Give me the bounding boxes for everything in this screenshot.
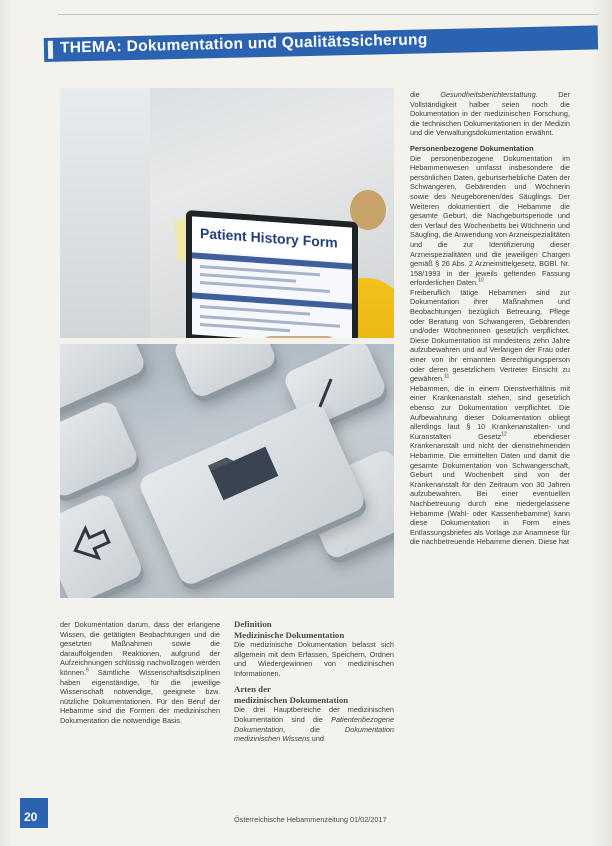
computer-form-photo — [60, 88, 394, 338]
section-heading — [234, 619, 394, 640]
keyboard-folder-photo — [60, 344, 394, 598]
section-heading: Personenbezogene Dokumentation — [410, 143, 534, 153]
banner-accent-bar — [48, 41, 53, 59]
paragraph-text: Hebammen, die in einem Dienstverhältnis mit einer Krankenanstalt stehen, sind gesetzlich ebenso zur Dokumentation verpflichtet. Die Aufbewahrung dieser Dokumentation obliegt allerdings laut § 10 Krankenanstalten- und Kuranstalten Gesetz — [410, 383, 570, 441]
page-number: 20 — [24, 810, 38, 824]
paragraph-text: Freiberuflich tätige Hebammen sind zur Dokumentation ihrer Maßnahmen und Beobachtungen bezüglich Betreuung, Pflege oder Beratung von Schwangeren, Gebärenden und/oder Wöchnerinnen gesetzlich verpflichtet. Diese Dokumentation ist mindestens zehn Jahre aufzubewahren und auf Verlangen der Frau oder einer von ihr ernannten Berechtigungsperson oder deren gesetzlichem Vertreter Einsicht zu gewähren. — [410, 287, 570, 384]
screen-form-title: Patient History Form — [200, 224, 338, 251]
header-rule — [58, 14, 598, 15]
paragraph-text: Die personenbezogene Dokumentation im Hebammenwesen umfasst insbesondere die persönlichen Daten, geburtserhebliche Daten der Schwangeren, Gebärenden und Wöchnerin sowie des Neugeborenen/des Säuglings. Der Weiteren dokumentiert die Hebamme die gesamte Geburt, die Nachgeburtsperiode und den Verlauf des Wochenbetts bei Wöchnerin und Säugling, die Anwendung von Arzneispezialitäten und die zur Identifizierung dieser Arzneispezialitäten und die jeweiligen Chargen gemäß § 26 Abs. 2 Arzneimittelgesetz, BGBl. Nr. 158/1993 in der jeweils geltenden Fassung erforderlichen Daten. — [410, 153, 570, 288]
paragraph — [410, 154, 570, 288]
footnote-ref: 10 — [478, 277, 484, 284]
text-column-left — [60, 620, 220, 726]
monitor-screen — [192, 216, 352, 338]
keyboard-key — [172, 344, 279, 400]
form-row — [200, 323, 290, 332]
paragraph-text: , die — [283, 724, 345, 734]
footnote-ref: 11 — [444, 373, 450, 380]
text-column-right — [410, 90, 570, 547]
heading-line: medizinischen Dokumentation — [234, 694, 349, 705]
paragraph-emphasis: Dokumentation medizinischen Wissens — [234, 724, 394, 744]
paragraph-text: die — [410, 90, 441, 99]
paragraph-text: . Der Vollständigkeit halber seien noch die Dokumentation in der medizinischen Forschung, die technischen Dokumentationen in der Medizin und die Verwaltungsdokumentation erwähnt. — [410, 90, 570, 138]
form-row — [200, 305, 310, 316]
paragraph — [234, 705, 394, 743]
banner-title: THEMA: Dokumentation und Qualitätssicherung — [59, 31, 428, 57]
paragraph-emphasis: Patientenbezogene Dokumentation — [234, 714, 394, 734]
monitor — [186, 210, 358, 338]
heading-line: Medizinische Dokumentation — [234, 629, 345, 640]
paragraph-text: und — [309, 734, 324, 744]
heading-line: Arten der — [234, 684, 271, 695]
journal-footer: Österreichische Hebammenzeitung 01/02/2017 — [234, 815, 387, 824]
paragraph-text: Die drei Hauptbereiche der medizinischen Dokumentation sind die — [234, 705, 394, 724]
paragraph-emphasis: Gesundheitsberichterstattung — [440, 90, 536, 99]
footnote-ref: 12 — [501, 431, 507, 438]
heading-line: Definition — [234, 619, 272, 629]
paragraph-text: der Dokumentation darum, dass der erlangene Wissen, die getätigten Beobachtungen und die gesetzten Maßnahmen sowie die darauffolgenden Reaktionen, aufgrund der Aufzeichnungen schlüssig nachvollzogen werden können. — [60, 620, 220, 677]
paragraph — [410, 288, 570, 384]
keyboard-key — [60, 399, 140, 500]
paragraph — [60, 620, 220, 726]
paragraph: Die medizinische Dokumentation befasst sich allgemein mit dem Erfassen, Speichern, Ordnen und Wiedergewinnen von medizinischen Informationen. — [234, 640, 394, 678]
text-column-middle — [234, 619, 394, 744]
person-arm — [262, 336, 336, 338]
paragraph — [410, 90, 570, 138]
folder-key — [137, 398, 368, 587]
paragraph — [410, 384, 570, 547]
window-area — [60, 88, 150, 338]
footnote-ref: 6 — [85, 667, 89, 674]
form-row — [200, 281, 330, 293]
paragraph-text: ebendieser Krankenanstalt und nicht der dienstnehmenden Hebamme. Die ermittelten Daten und damit die gesamte Dokumentation von Schwangerschaft, Geburt und Wochenbett sind von der Krankenanstalt für den Zeitraum von 30 Jahren aufzubewahren. Bei einer eventuellen Nachbetreuung durch eine niedergelassene Hebamme (Wahl- oder Kassenhebamme) kann diese Dokumentation in Form eines Entlassungsbriefes als Vorlage zur Anamnese für die nachbetreuende Hebamme dienen. Diese hat — [410, 431, 570, 547]
paragraph-text: Sämtliche Wissenschaftsdisziplinen haben eigenständige, für die jeweilige Wissenschaft notwendige, geeignete bzw. nützliche Dokumentationen. Für den Beruf der Hebamme sind die Formen der medizinischen Dokumentation die notwendige Basis. — [60, 667, 220, 725]
section-heading — [234, 684, 394, 705]
